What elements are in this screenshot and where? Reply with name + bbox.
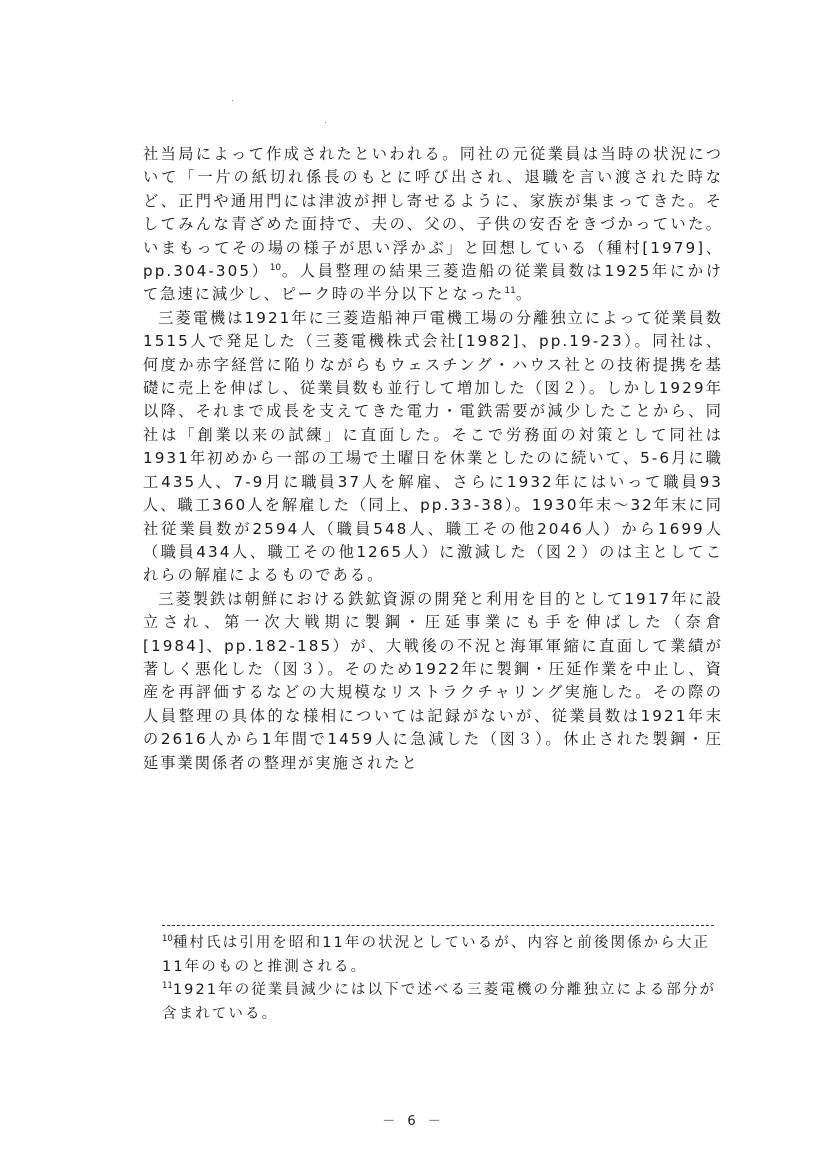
paragraph-text: 三菱電機は1921年に三菱造船神戸電機工場の分離独立によって従業員数1515人で発足した（三菱電機株式会社[1982]、pp.19-23）。同社は、何度か赤字経営に陥りながらもウェスチング・ハウス社との技術提携を基礎に売上を伸ばし、従業員数も並行して増加した（図２）。しかし1929年以降、それまで成長を支えてきた電力・電鉄需要が減少したことから、同社は「創業以来の試練」に直面した。そこで労務面の対策として同社は1931年初めから一部の工場で土曜日を休業としたのに続いて、5-6月に職工435人、7-9月に職員37人を解雇、さらに1932年にはいって職員93人、職工360人を解雇した（同上、pp.33-38）。1930年末～32年末に同社従業員数が2594人（職員548人、職工その他2046人）から1699人（職員434人、職工その他1265人）に激減した（図２）のは主としてこれらの解雇によるものである。 (143, 308, 723, 585)
footnote-reference: 11 (504, 286, 516, 297)
footnote-reference: 10 (269, 263, 282, 274)
footnote-text: 1921年の従業員減少には以下で述べる三菱電機の分離独立による部分が含まれている。 (162, 982, 717, 1022)
paragraph (143, 588, 723, 775)
paragraph-text: 。 (515, 285, 534, 304)
paragraph-text: 社当局によって作成されたといわれる。同社の元従業員は当時の状況について「一片の紙切れ係長のもとに呼び出され、退職を言い渡された時など、正門や通用門には津波が押し寄せるように、家族が集まってきた。そしてみんな青ざめた面持で、夫の、父の、子供の安否をきづかっていた。いまもってその場の様子が思い浮かぶ」と回想している（種村[1979]、pp.304-305） (143, 145, 723, 281)
paragraph-text: 。人員整理の結果三菱造船の従業員数は1925年にかけて急速に減少し、ピーク時の半分以下となった (143, 262, 724, 304)
footnote-text: 種村氏は引用を昭和11年の状況としているが、内容と前後関係から大正11年のものと推測される。 (162, 935, 711, 975)
footnote-divider (162, 925, 714, 926)
paragraph (143, 307, 723, 588)
paragraph (143, 143, 723, 307)
page-number: － 6 － (382, 1114, 445, 1129)
footnote-mark: 10 (162, 934, 173, 944)
footnote-mark: 11 (162, 981, 173, 991)
paragraph-text: 三菱製鉄は朝鮮における鉄鉱資源の開発と利用を目的として1917年に設立され、第一次大戦期に製鋼・圧延事業にも手を伸ばした（奈倉[1984]、pp.182-185）が、大戦後の不況と海軍軍縮に直面して業績が著しく悪化した（図３）。そのため1922年に製鋼・圧延作業を中止し、資産を再評価するなどの大規模なリストラクチャリング実施した。その際の人員整理の具体的な様相については記録がないが、従業員数は1921年末の2616人から1年間で1459人に急減した（図３）。休止された製鋼・圧延事業関係者の整理が実施されたと (143, 589, 723, 772)
body-text (143, 143, 723, 775)
scan-speck (232, 100, 233, 101)
scan-speck (325, 122, 326, 123)
footnotes (162, 932, 722, 1026)
footnote (162, 932, 722, 979)
footnote (162, 979, 722, 1026)
